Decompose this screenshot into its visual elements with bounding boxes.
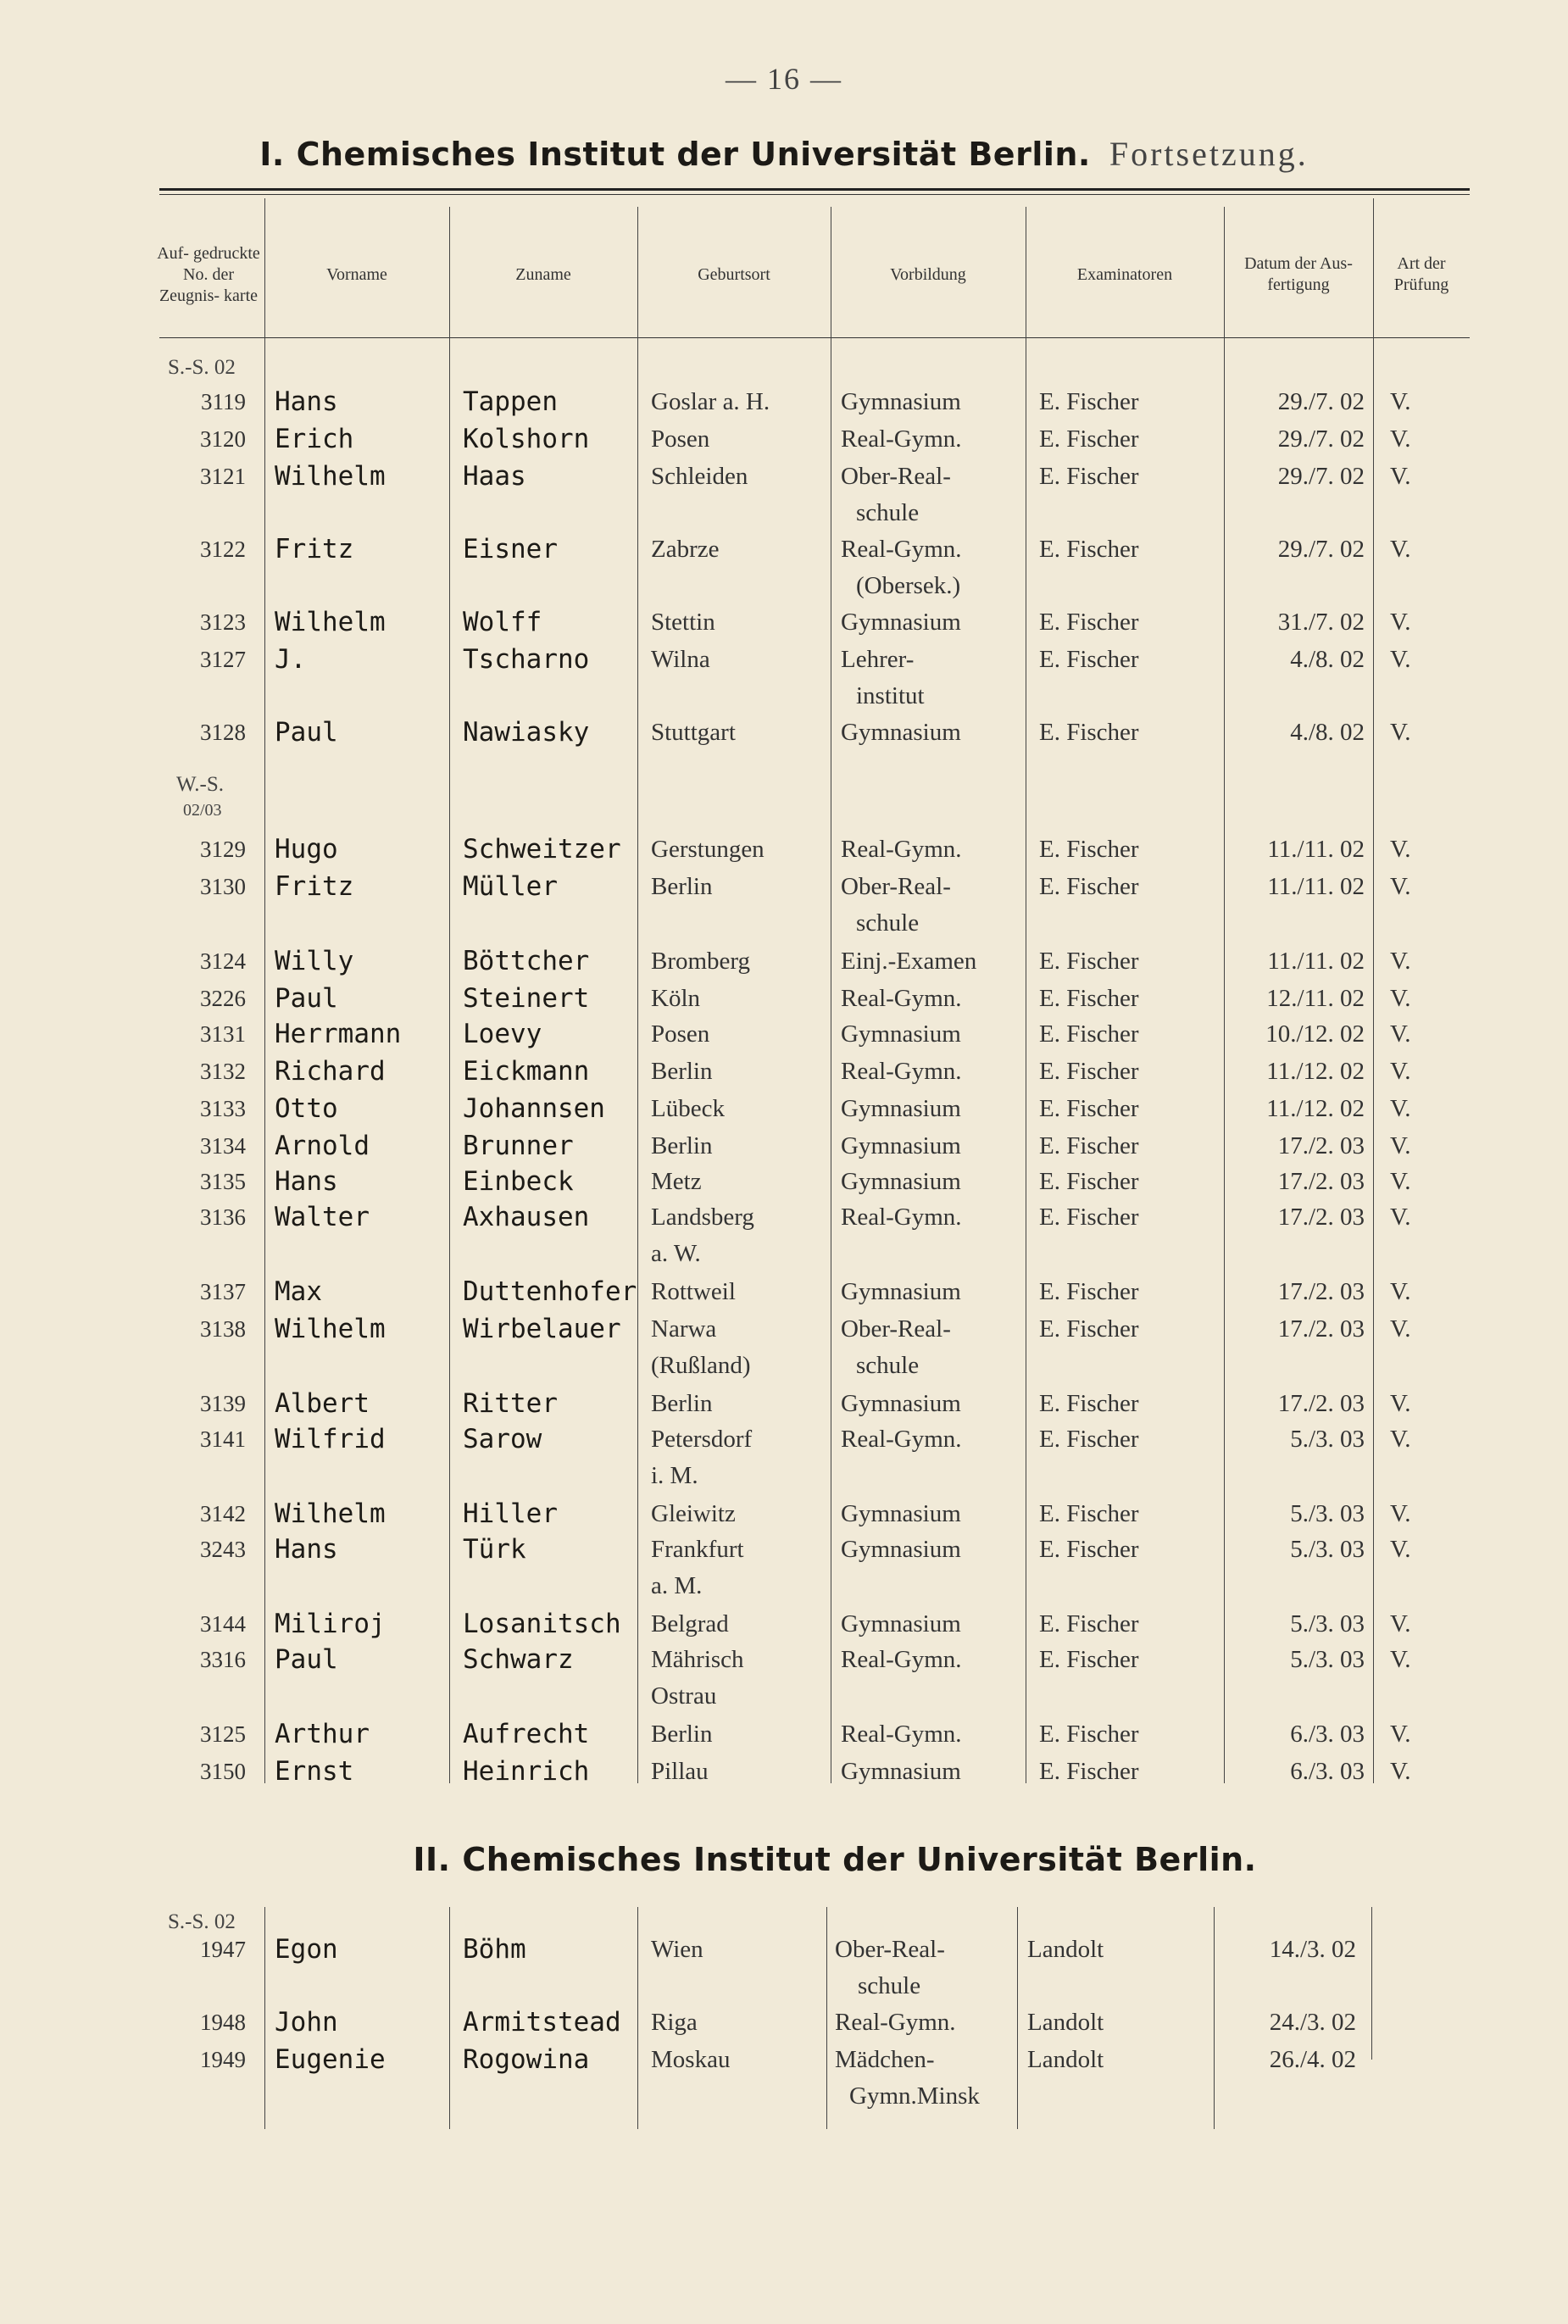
issue-date: 4./8. 02 — [1290, 719, 1365, 746]
exam-type: V. — [1390, 1390, 1411, 1417]
prior-education: Real-Gymn. — [835, 2009, 956, 2036]
surname: Losanitsch — [463, 1609, 621, 1639]
examiner: E. Fischer — [1039, 1168, 1139, 1195]
issue-date: 17./2. 03 — [1277, 1390, 1365, 1417]
first-name: Fritz — [275, 871, 354, 902]
card-number: 3122 — [200, 537, 246, 562]
card-number: 3142 — [200, 1501, 246, 1526]
surname: Wolff — [463, 607, 542, 637]
examiner: Landolt — [1027, 2046, 1104, 2073]
birthplace-continued: i. M. — [651, 1462, 698, 1489]
prior-education: Real-Gymn. — [841, 1646, 962, 1673]
surname: Schwarz — [463, 1644, 574, 1675]
exam-type: V. — [1390, 1426, 1411, 1453]
birthplace: Frankfurt — [651, 1536, 744, 1563]
first-name: Wilfrid — [275, 1424, 386, 1454]
issue-date: 5./3. 03 — [1290, 1610, 1365, 1637]
surname: Müller — [463, 871, 558, 902]
first-name: Paul — [275, 717, 338, 748]
card-number: 3141 — [200, 1426, 246, 1452]
examiner: E. Fischer — [1039, 1204, 1139, 1231]
surname: Türk — [463, 1534, 526, 1565]
issue-date: 11./12. 02 — [1266, 1095, 1365, 1122]
exam-type: V. — [1390, 985, 1411, 1012]
exam-type: V. — [1390, 719, 1411, 746]
card-number: 3129 — [200, 837, 246, 862]
issue-date: 17./2. 03 — [1277, 1315, 1365, 1343]
issue-date: 12./11. 02 — [1266, 985, 1365, 1012]
card-number: 3144 — [200, 1611, 246, 1637]
header-zuname: Zuname — [515, 264, 571, 284]
semester-label: S.-S. 02 — [168, 356, 236, 379]
exam-type: V. — [1390, 1095, 1411, 1122]
first-name: Willy — [275, 946, 354, 976]
column-divider — [264, 1907, 265, 2129]
examiner: E. Fischer — [1039, 1610, 1139, 1637]
first-name: J. — [275, 644, 307, 675]
exam-type: V. — [1390, 1315, 1411, 1343]
prior-education-continued: (Obersek.) — [856, 572, 961, 599]
exam-type: V. — [1390, 1278, 1411, 1305]
first-name: Hans — [275, 1166, 338, 1197]
issue-date: 14./3. 02 — [1269, 1936, 1356, 1963]
issue-date: 5./3. 03 — [1290, 1426, 1365, 1453]
card-number: 1948 — [200, 2010, 246, 2035]
first-name: Egon — [275, 1934, 338, 1965]
prior-education: Real-Gymn. — [841, 1204, 962, 1231]
card-number: 3150 — [200, 1759, 246, 1784]
examiner: E. Fischer — [1039, 1278, 1139, 1305]
examiner: E. Fischer — [1039, 1390, 1139, 1417]
birthplace: Landsberg — [651, 1204, 754, 1231]
surname: Tscharno — [463, 644, 590, 675]
prior-education: Gymnasium — [841, 1610, 961, 1637]
exam-type: V. — [1390, 1132, 1411, 1159]
first-name: Wilhelm — [275, 607, 386, 637]
birthplace: Narwa — [651, 1315, 717, 1343]
birthplace: Pillau — [651, 1758, 709, 1785]
examiner: E. Fischer — [1039, 425, 1139, 453]
card-number: 3131 — [200, 1021, 246, 1047]
examiner: E. Fischer — [1039, 646, 1139, 673]
exam-type: V. — [1390, 609, 1411, 636]
examiner: E. Fischer — [1039, 1426, 1139, 1453]
column-divider — [1214, 1907, 1215, 2129]
prior-education-continued: institut — [856, 682, 925, 709]
exam-type: V. — [1390, 646, 1411, 673]
header-vorbildung: Vorbildung — [890, 264, 966, 284]
card-number: 3128 — [200, 720, 246, 745]
prior-education: Real-Gymn. — [841, 985, 962, 1012]
card-number: 3125 — [200, 1721, 246, 1747]
card-number: 3120 — [200, 426, 246, 452]
exam-type: V. — [1390, 836, 1411, 863]
exam-type: V. — [1390, 1058, 1411, 1085]
surname: Tappen — [463, 386, 558, 417]
prior-education: Gymnasium — [841, 719, 961, 746]
first-name: Walter — [275, 1202, 370, 1232]
examiner: E. Fischer — [1039, 1758, 1139, 1785]
birthplace: Bromberg — [651, 948, 751, 975]
card-number: 3243 — [200, 1537, 246, 1562]
issue-date: 29./7. 02 — [1277, 536, 1365, 563]
surname: Brunner — [463, 1131, 574, 1161]
examiner: E. Fischer — [1039, 873, 1139, 900]
column-divider — [637, 1907, 638, 2129]
surname: Heinrich — [463, 1756, 590, 1787]
prior-education: Gymnasium — [841, 1132, 961, 1159]
header-top-rule-thin — [159, 194, 1470, 195]
birthplace: Rottweil — [651, 1278, 736, 1305]
card-number: 3127 — [200, 647, 246, 672]
exam-type: V. — [1390, 1536, 1411, 1563]
prior-education: Real-Gymn. — [841, 836, 962, 863]
column-divider — [449, 1907, 450, 2129]
surname: Einbeck — [463, 1166, 574, 1197]
exam-type: V. — [1390, 463, 1411, 490]
birthplace: Mährisch — [651, 1646, 744, 1673]
birthplace: Posen — [651, 1020, 710, 1048]
exam-type: V. — [1390, 1610, 1411, 1637]
prior-education: Real-Gymn. — [841, 1058, 962, 1085]
card-number: 3130 — [200, 874, 246, 899]
first-name: Wilhelm — [275, 461, 386, 492]
prior-education: Real-Gymn. — [841, 536, 962, 563]
card-number: 3119 — [201, 389, 246, 414]
issue-date: 29./7. 02 — [1277, 388, 1365, 415]
issue-date: 11./11. 02 — [1267, 948, 1365, 975]
first-name: John — [275, 2007, 338, 2038]
card-number: 3132 — [200, 1059, 246, 1084]
issue-date: 17./2. 03 — [1277, 1132, 1365, 1159]
examiner: E. Fischer — [1039, 948, 1139, 975]
surname: Aufrecht — [463, 1719, 590, 1749]
prior-education: Ober-Real- — [841, 873, 951, 900]
prior-education-continued: Gymn.Minsk — [849, 2082, 980, 2110]
birthplace: Berlin — [651, 1721, 713, 1748]
examiner: E. Fischer — [1039, 719, 1139, 746]
issue-date: 11./11. 02 — [1267, 836, 1365, 863]
card-number: 3136 — [200, 1204, 246, 1230]
prior-education: Real-Gymn. — [841, 1721, 962, 1748]
header-examinatoren: Examinatoren — [1076, 264, 1173, 284]
semester-label: S.-S. 02 — [168, 1910, 236, 1933]
issue-date: 29./7. 02 — [1277, 463, 1365, 490]
prior-education: Gymnasium — [841, 1020, 961, 1048]
issue-date: 10./12. 02 — [1265, 1020, 1365, 1048]
examiner: E. Fischer — [1039, 1132, 1139, 1159]
issue-date: 5./3. 03 — [1290, 1500, 1365, 1527]
section-2-title: II. Chemisches Institut der Universität Berlin. — [413, 1841, 1257, 1878]
card-number: 3139 — [200, 1391, 246, 1416]
first-name: Eugenie — [275, 2044, 386, 2075]
surname: Eickmann — [463, 1056, 590, 1087]
column-divider — [264, 198, 265, 1783]
birthplace: Petersdorf — [651, 1426, 753, 1453]
birthplace: Metz — [651, 1168, 702, 1195]
card-number: 3124 — [200, 948, 246, 974]
birthplace-continued: Ostrau — [651, 1682, 717, 1710]
column-divider — [1017, 1907, 1018, 2129]
prior-education: Mädchen- — [835, 2046, 935, 2073]
card-number: 3123 — [200, 609, 246, 635]
card-number: 3133 — [200, 1096, 246, 1121]
prior-education-continued: schule — [856, 909, 920, 937]
exam-type: V. — [1390, 1020, 1411, 1048]
birthplace: Goslar a. H. — [651, 388, 770, 415]
issue-date: 31./7. 02 — [1277, 609, 1365, 636]
header-no: Auf- gedruckte No. der Zeugnis- karte — [157, 243, 260, 305]
birthplace: Riga — [651, 2009, 698, 2036]
surname: Sarow — [463, 1424, 542, 1454]
prior-education-continued: schule — [856, 1352, 920, 1379]
surname: Böttcher — [463, 946, 590, 976]
issue-date: 11./11. 02 — [1267, 873, 1365, 900]
prior-education: Ober-Real- — [841, 1315, 951, 1343]
first-name: Herrmann — [275, 1019, 402, 1049]
examiner: E. Fischer — [1039, 1020, 1139, 1048]
issue-date: 5./3. 03 — [1290, 1646, 1365, 1673]
issue-date: 17./2. 03 — [1277, 1278, 1365, 1305]
surname: Eisner — [463, 534, 558, 564]
exam-type: V. — [1390, 388, 1411, 415]
first-name: Fritz — [275, 534, 354, 564]
birthplace: Berlin — [651, 1390, 713, 1417]
birthplace: Gerstungen — [651, 836, 765, 863]
examiner: E. Fischer — [1039, 1536, 1139, 1563]
card-number: 3226 — [200, 986, 246, 1011]
surname: Nawiasky — [463, 717, 590, 748]
semester-label: W.-S. — [176, 773, 225, 796]
examiner: E. Fischer — [1039, 536, 1139, 563]
surname: Rogowina — [463, 2044, 590, 2075]
examiner: E. Fischer — [1039, 1721, 1139, 1748]
section-1-title-text: I. Chemisches Institut der Universität Berlin. — [259, 136, 1091, 173]
prior-education: Gymnasium — [841, 1390, 961, 1417]
surname: Hiller — [463, 1498, 558, 1529]
column-divider — [826, 1907, 827, 2129]
examiner: Landolt — [1027, 1936, 1104, 1963]
surname: Kolshorn — [463, 424, 590, 454]
prior-education: Gymnasium — [841, 1536, 961, 1563]
surname: Loevy — [463, 1019, 542, 1049]
card-number: 3316 — [200, 1647, 246, 1672]
exam-type: V. — [1390, 1500, 1411, 1527]
exam-type: V. — [1390, 1721, 1411, 1748]
card-number: 1949 — [200, 2047, 246, 2072]
issue-date: 6./3. 03 — [1290, 1721, 1365, 1748]
surname: Axhausen — [463, 1202, 590, 1232]
examiner: E. Fischer — [1039, 388, 1139, 415]
birthplace: Berlin — [651, 1132, 713, 1159]
card-number: 3121 — [200, 464, 246, 489]
birthplace-continued: (Rußland) — [651, 1352, 751, 1379]
column-divider — [449, 207, 450, 1783]
first-name: Hugo — [275, 834, 338, 865]
surname: Wirbelauer — [463, 1314, 621, 1344]
issue-date: 26./4. 02 — [1269, 2046, 1356, 2073]
examiner: E. Fischer — [1039, 836, 1139, 863]
header-geburtsort: Geburtsort — [698, 264, 770, 284]
first-name: Ernst — [275, 1756, 354, 1787]
first-name: Richard — [275, 1056, 386, 1087]
surname: Armitstead — [463, 2007, 621, 2038]
issue-date: 24./3. 02 — [1269, 2009, 1356, 2036]
examiner: E. Fischer — [1039, 1095, 1139, 1122]
issue-date: 6./3. 03 — [1290, 1758, 1365, 1785]
prior-education: Lehrer- — [841, 646, 915, 673]
exam-type: V. — [1390, 425, 1411, 453]
card-number: 3134 — [200, 1133, 246, 1159]
surname: Haas — [463, 461, 526, 492]
first-name: Arthur — [275, 1719, 370, 1749]
exam-type: V. — [1390, 1758, 1411, 1785]
birthplace: Berlin — [651, 873, 713, 900]
page-number: — 16 — — [726, 62, 842, 96]
issue-date: 29./7. 02 — [1277, 425, 1365, 453]
header-datum: Datum der Aus- fertigung — [1244, 254, 1353, 294]
examiner: E. Fischer — [1039, 1315, 1139, 1343]
birthplace: Zabrze — [651, 536, 720, 563]
column-divider — [637, 207, 638, 1783]
issue-date: 5./3. 03 — [1290, 1536, 1365, 1563]
examiner: E. Fischer — [1039, 609, 1139, 636]
first-name: Erich — [275, 424, 354, 454]
birthplace: Moskau — [651, 2046, 731, 2073]
first-name: Albert — [275, 1388, 370, 1419]
header-vorname: Vorname — [326, 264, 387, 284]
birthplace: Schleiden — [651, 463, 748, 490]
section-1-title — [0, 134, 1568, 174]
prior-education: Gymnasium — [841, 1500, 961, 1527]
exam-type: V. — [1390, 1646, 1411, 1673]
prior-education: Real-Gymn. — [841, 1426, 962, 1453]
examiner: E. Fischer — [1039, 463, 1139, 490]
birthplace: Stettin — [651, 609, 715, 636]
issue-date: 4./8. 02 — [1290, 646, 1365, 673]
first-name: Wilhelm — [275, 1498, 386, 1529]
birthplace: Gleiwitz — [651, 1500, 736, 1527]
first-name: Hans — [275, 386, 338, 417]
card-number: 3137 — [200, 1279, 246, 1304]
examiner: E. Fischer — [1039, 1646, 1139, 1673]
prior-education: Gymnasium — [841, 609, 961, 636]
issue-date: 17./2. 03 — [1277, 1204, 1365, 1231]
prior-education: Gymnasium — [841, 1168, 961, 1195]
exam-type: V. — [1390, 948, 1411, 975]
prior-education: Gymnasium — [841, 1095, 961, 1122]
issue-date: 17./2. 03 — [1277, 1168, 1365, 1195]
surname: Schweitzer — [463, 834, 621, 865]
header-top-rule — [159, 188, 1470, 191]
prior-education: Ober-Real- — [841, 463, 951, 490]
first-name: Miliroj — [275, 1609, 386, 1639]
card-number: 3138 — [200, 1316, 246, 1342]
prior-education: Real-Gymn. — [841, 425, 962, 453]
examiner: Landolt — [1027, 2009, 1104, 2036]
examiner: E. Fischer — [1039, 985, 1139, 1012]
birthplace: Köln — [651, 985, 700, 1012]
issue-date: 11./12. 02 — [1266, 1058, 1365, 1085]
first-name: Max — [275, 1276, 322, 1307]
examiner: E. Fischer — [1039, 1058, 1139, 1085]
card-number: 3135 — [200, 1169, 246, 1194]
birthplace: Wilna — [651, 646, 710, 673]
prior-education: Gymnasium — [841, 388, 961, 415]
birthplace-continued: a. W. — [651, 1240, 701, 1267]
exam-type: V. — [1390, 1204, 1411, 1231]
birthplace: Belgrad — [651, 1610, 729, 1637]
birthplace-continued: a. M. — [651, 1572, 703, 1599]
card-number: 1947 — [200, 1937, 246, 1962]
prior-education-continued: schule — [858, 1972, 921, 1999]
birthplace: Lübeck — [651, 1095, 725, 1122]
semester-label: 02/03 — [183, 801, 222, 820]
surname: Steinert — [463, 983, 590, 1014]
first-name: Paul — [275, 1644, 338, 1675]
header-art: Art der Prüfung — [1393, 254, 1449, 294]
exam-type: V. — [1390, 1168, 1411, 1195]
birthplace: Stuttgart — [651, 719, 736, 746]
column-divider — [1224, 207, 1225, 1783]
first-name: Wilhelm — [275, 1314, 386, 1344]
first-name: Hans — [275, 1534, 338, 1565]
column-divider — [1371, 1907, 1372, 2060]
surname: Böhm — [463, 1934, 526, 1965]
first-name: Paul — [275, 983, 338, 1014]
birthplace: Berlin — [651, 1058, 713, 1085]
exam-type: V. — [1390, 536, 1411, 563]
birthplace: Wien — [651, 1936, 703, 1963]
prior-education: Gymnasium — [841, 1278, 961, 1305]
birthplace: Posen — [651, 425, 710, 453]
prior-education-continued: schule — [856, 499, 920, 526]
column-divider — [1373, 198, 1374, 1783]
prior-education: Ober-Real- — [835, 1936, 945, 1963]
first-name: Otto — [275, 1093, 338, 1124]
examiner: E. Fischer — [1039, 1500, 1139, 1527]
first-name: Arnold — [275, 1131, 370, 1161]
exam-type: V. — [1390, 873, 1411, 900]
surname: Johannsen — [463, 1093, 605, 1124]
surname: Ritter — [463, 1388, 558, 1419]
surname: Duttenhofer — [463, 1276, 637, 1307]
continuation-label: Fortsetzung. — [1109, 135, 1309, 173]
prior-education: Gymnasium — [841, 1758, 961, 1785]
prior-education: Einj.-Examen — [841, 948, 977, 975]
